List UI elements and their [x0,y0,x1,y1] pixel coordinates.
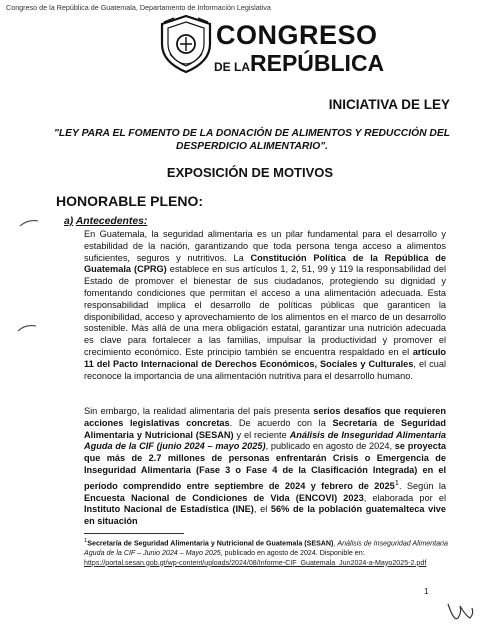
signature-initials [444,598,478,626]
margin-annotation-mark [16,321,38,335]
law-title: "LEY PARA EL FOMENTO DE LA DONACIÓN DE ALIMENTOS Y REDUCCIÓN DEL DESPERDICIO ALIMENTARIO". [53,128,450,152]
margin-annotation-mark [18,217,40,229]
footnote: $^1$Secretaría de Seguridad Alimentaria y Nutricional de Guatemala (SESAN), Análisis de Inseguridad Alimentaria Aguda de la CIF – Junio 2024 – Mayo 2025, publicado en agosto de 2024. Disponible en: https://portal.sesan.gob.gt/wp-content/uploads/2024/08/Informe-CIF_Guatemala_Jun2024-a-Mayo2025-2.pdf [84,538,448,567]
footnote-link[interactable]: https://portal.sesan.gob.gt/wp-content/uploads/2024/08/Informe-CIF_Guatemala_Jun2024-a-Mayo2025-2.pdf [84,558,427,567]
footnote-divider [84,533,184,534]
logo-text-republica: DE LAREPÚBLICA [214,50,385,76]
logo-text-congreso: CONGRESO [216,20,378,50]
salutation: HONORABLE PLENO: [56,193,203,209]
page-number: 1 [424,587,429,596]
section-title: EXPOSICIÓN DE MOTIVOS [166,165,334,180]
congress-logo [158,14,385,76]
congress-seal-icon [158,14,214,74]
paragraph-antecedentes: En Guatemala, la seguridad alimentaria es un pilar fundamental para el desarrollo y estabilidad de la nación, garantizando que toda persona tenga acceso a alimentos suficientes, seguros y nutritivos. La Constitución Política de la República de Guatemala (CPRG) establece en sus artículos 1, 2, 51, 99 y 119 la responsabilidad del Estado de promover el bienestar de sus ciudadanos, protegiendo su dignidad y fomentando condiciones que permitan el acceso a una alimentación adecuada. Esta responsabilidad implica el desarrollo de políticas públicas que garanticen la disponibilidad, acceso y aprovechamiento de los alimentos en el marco de un desarrollo sostenible. Más allá de una mera obligación estatal, garantizar una nutrición adecuada es clave para fortalecer a las familias, impulsar la productividad y promover el crecimiento económico. Este principio también se encuentra respaldado en el artículo 11 del Pacto Internacional de Derechos Económicos, Sociales y Culturales, el cual reconoce la importancia de una alimentación nutritiva para el desarrollo humano. [84,229,447,381]
document-source-note: Congreso de la República de Guatemala, Departamento de Información Legislativa [6,3,271,12]
subsection-heading: a) Antecedentes: [64,216,148,227]
paragraph-desafios: Sin embargo, la realidad alimentaria del país presenta serios desafíos que requieren acciones legislativas concretas. De acuerdo con la Secretaría de Seguridad Alimentaria y Nutricional (SESAN) y el reciente Análisis de Inseguridad Alimentaria Aguda de la CIF (junio 2024 – mayo 2025), publicado en agosto de 2024, se proyecta que más de 2.7 millones de personas enfrentarán Crisis o Emergencia de Inseguridad Alimentaria (Fase 3 o Fase 4 de la Clasificación Integrada) en el período comprendido entre septiembre de 2024 y febrero de 2025$^1$. Según la Encuesta Nacional de Condiciones de Vida (ENCOVI) 2023, elaborada por el Instituto Nacional de Estadística (INE), el 56% de la población guatemalteca vive en situación [84,406,447,527]
document-title: INICIATIVA DE LEY [328,97,450,112]
